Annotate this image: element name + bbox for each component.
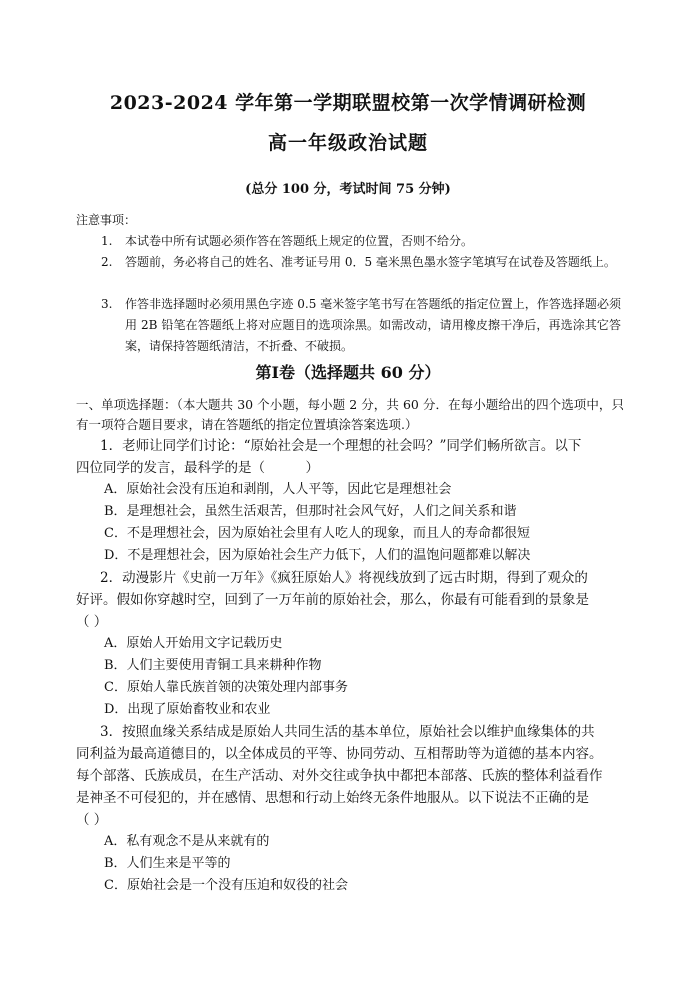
note-text: 本试卷中所有试题必须作答在答题纸上规定的位置，否则不给分。 bbox=[125, 234, 474, 248]
question-3-stem-line: 每个部落、氏族成员，在生产活动、对外交往或争执中都把本部落、氏族的整体利益看作 bbox=[76, 768, 603, 784]
question-3-option-b: B．人们生来是平等的 bbox=[104, 856, 231, 871]
section-heading: 一、单项选择题：（本大题共 30 个小题，每小题 2 分，共 60 分．在每小题给出的四个选项中，只有一项符合题目要求，请在答题纸的指定位置填涂答案选项.） bbox=[76, 397, 624, 432]
question-1-option-a: A．原始社会没有压迫和剥削，人人平等，因此它是理想社会 bbox=[104, 482, 452, 497]
note-number: 1. bbox=[101, 234, 113, 248]
question-2-option-b: B．人们主要使用青铜工具来耕种作物 bbox=[104, 658, 322, 673]
note-number: 3. bbox=[101, 297, 113, 311]
notes-heading: 注意事项： bbox=[76, 213, 137, 227]
exam-title: 2023-2024 学年第一学期联盟校第一次学情调研检测 bbox=[109, 92, 587, 114]
question-3-option-a: A．私有观念不是从来就有的 bbox=[104, 834, 270, 849]
note-item bbox=[101, 294, 621, 357]
question-1-option-c: C．不是理想社会，因为原始社会里有人吃人的现象，而且人的寿命都很短 bbox=[104, 526, 530, 541]
note-text: 答题前，务必将自己的姓名、准考证号用 0．5 毫米黑色墨水签字笔填写在试卷及答题纸上。 bbox=[125, 255, 616, 269]
note-item bbox=[101, 252, 621, 273]
note-number: 2. bbox=[101, 255, 113, 269]
exam-subtitle: 高一年级政治试题 bbox=[267, 132, 428, 154]
question-2-option-d: D．出现了原始畜牧业和农业 bbox=[104, 702, 271, 717]
question-2-stem-line: （ ） bbox=[76, 614, 108, 630]
note-text: 作答非选择题时必须用黑色字迹 0.5 毫米签字笔书写在答题纸的指定位置上，作答选择题必须用 2B 铅笔在答题纸上将对应题目的选项涂黑。如需改动，请用橡皮擦干净后，再选涂其它答案，请保持答题纸清洁，不折叠、不破损。 bbox=[125, 297, 621, 353]
question-3-stem-line: 同利益为最高道德目的，以全体成员的平等、协同劳动、互相帮助等为道德的基本内容。 bbox=[76, 746, 603, 762]
question-1-stem-line: 1．老师让同学们讨论：“原始社会是一个理想的社会吗？”同学们畅所欲言。以下 bbox=[100, 438, 582, 454]
question-3-stem-line: 是神圣不可侵犯的，并在感情、思想和行动上始终无条件地服从。以下说法不正确的是 bbox=[76, 790, 589, 806]
note-item bbox=[101, 231, 621, 252]
question-3-option-c: C．原始社会是一个没有压迫和奴役的社会 bbox=[104, 878, 348, 893]
question-2-option-a: A．原始人开始用文字记载历史 bbox=[104, 636, 283, 651]
question-1-option-d: D．不是理想社会，因为原始社会生产力低下，人们的温饱问题都难以解决 bbox=[104, 548, 531, 563]
question-3-stem-line: （ ） bbox=[76, 812, 108, 828]
question-2-stem-line: 2．动漫影片《史前一万年》《疯狂原始人》将视线放到了远古时期，得到了观众的 bbox=[100, 570, 588, 586]
score-time-info: (总分 100 分，考试时间 75 分钟) bbox=[245, 182, 451, 197]
question-2-stem-line: 好评。假如你穿越时空，回到了一万年前的原始社会，那么，你最有可能看到的景象是 bbox=[76, 592, 589, 608]
question-3-stem-line: 3．按照血缘关系结成是原始人共同生活的基本单位，原始社会以维护血缘集体的共 bbox=[100, 724, 595, 740]
part-one-heading: 第Ⅰ卷（选择题共 60 分） bbox=[255, 363, 441, 382]
question-2-option-c: C．原始人靠氏族首领的决策处理内部事务 bbox=[104, 680, 348, 695]
question-1-option-b: B．是理想社会，虽然生活艰苦，但那时社会风气好，人们之间关系和谐 bbox=[104, 504, 517, 519]
question-1-stem-line: 四位同学的发言，最科学的是（ ） bbox=[76, 460, 319, 476]
